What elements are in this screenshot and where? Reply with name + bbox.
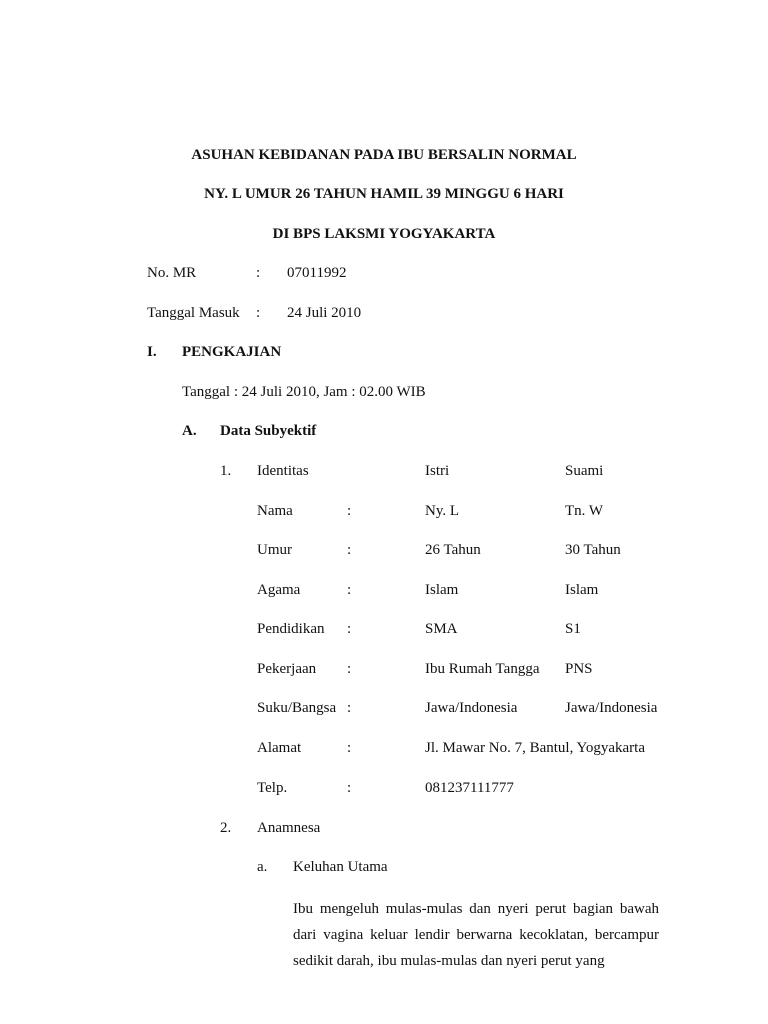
no-mr-value: 07011992: [287, 265, 347, 281]
identity-row-istri: Islam: [425, 582, 459, 598]
telp-colon: :: [347, 780, 352, 796]
anamnesa-number: 2.: [220, 820, 232, 836]
identity-row-colon: :: [347, 542, 352, 558]
assessment-date-line: Tanggal : 24 Juli 2010, Jam : 02.00 WIB: [182, 384, 426, 400]
identity-row-label: Suku/Bangsa: [257, 700, 337, 716]
identity-row-label: Nama: [257, 503, 293, 519]
telp-value: 081237111777: [425, 780, 514, 796]
identity-row-suami: PNS: [565, 661, 593, 677]
no-mr-label: No. MR: [147, 265, 197, 281]
identity-row-suami: Islam: [565, 582, 599, 598]
alamat-colon: :: [347, 740, 352, 756]
tanggal-masuk-value: 24 Juli 2010: [287, 305, 362, 321]
identity-row-colon: :: [347, 661, 352, 677]
no-mr-colon: :: [256, 265, 261, 281]
tanggal-masuk-colon: :: [256, 305, 261, 321]
alamat-value: Jl. Mawar No. 7, Bantul, Yogyakarta: [425, 740, 645, 756]
identity-row-label: Pendidikan: [257, 621, 325, 637]
identity-row-istri: 26 Tahun: [425, 542, 481, 558]
document-title-line-1: ASUHAN KEBIDANAN PADA IBU BERSALIN NORMAL: [191, 147, 577, 163]
keluhan-utama-letter: a.: [257, 859, 268, 875]
identity-row-colon: :: [347, 582, 352, 598]
anamnesa-label: Anamnesa: [257, 820, 321, 836]
identity-row-suami: S1: [565, 621, 581, 637]
column-header-istri: Istri: [425, 463, 450, 479]
identity-row-suami: Tn. W: [565, 503, 604, 519]
document-title-line-3: DI BPS LAKSMI YOGYAKARTA: [272, 226, 496, 242]
identity-row-istri: Jawa/Indonesia: [425, 700, 518, 716]
subsection-letter: A.: [182, 423, 197, 439]
column-header-suami: Suami: [565, 463, 604, 479]
subsection-heading: Data Subyektif: [220, 423, 317, 439]
identity-row-suami: 30 Tahun: [565, 542, 621, 558]
identity-row-label: Umur: [257, 542, 292, 558]
identity-row-label: Pekerjaan: [257, 661, 317, 677]
identity-row-istri: SMA: [425, 621, 458, 637]
identity-row-istri: Ibu Rumah Tangga: [425, 661, 540, 677]
telp-label: Telp.: [257, 780, 288, 796]
keluhan-utama-label: Keluhan Utama: [293, 859, 388, 875]
identity-number: 1.: [220, 463, 232, 479]
identity-row-suami: Jawa/Indonesia: [565, 700, 658, 716]
keluhan-utama-paragraph: Ibu mengeluh mulas-mulas dan nyeri perut bagian bawah dari vagina keluar lendir berwarna kecoklatan, bercampur sedikit darah, ibu mulas-mulas dan nyeri perut yang: [293, 901, 659, 969]
section-number: I.: [147, 344, 157, 360]
identity-row-colon: :: [347, 700, 352, 716]
identity-row-istri: Ny. L: [425, 503, 460, 519]
document-title-line-2: NY. L UMUR 26 TAHUN HAMIL 39 MINGGU 6 HARI: [204, 186, 564, 202]
alamat-label: Alamat: [257, 740, 302, 756]
identity-row-label: Agama: [257, 582, 301, 598]
identity-row-colon: :: [347, 621, 352, 637]
section-heading: PENGKAJIAN: [182, 344, 282, 360]
identity-label: Identitas: [257, 463, 309, 479]
identity-row-colon: :: [347, 503, 352, 519]
tanggal-masuk-label: Tanggal Masuk: [147, 305, 240, 321]
